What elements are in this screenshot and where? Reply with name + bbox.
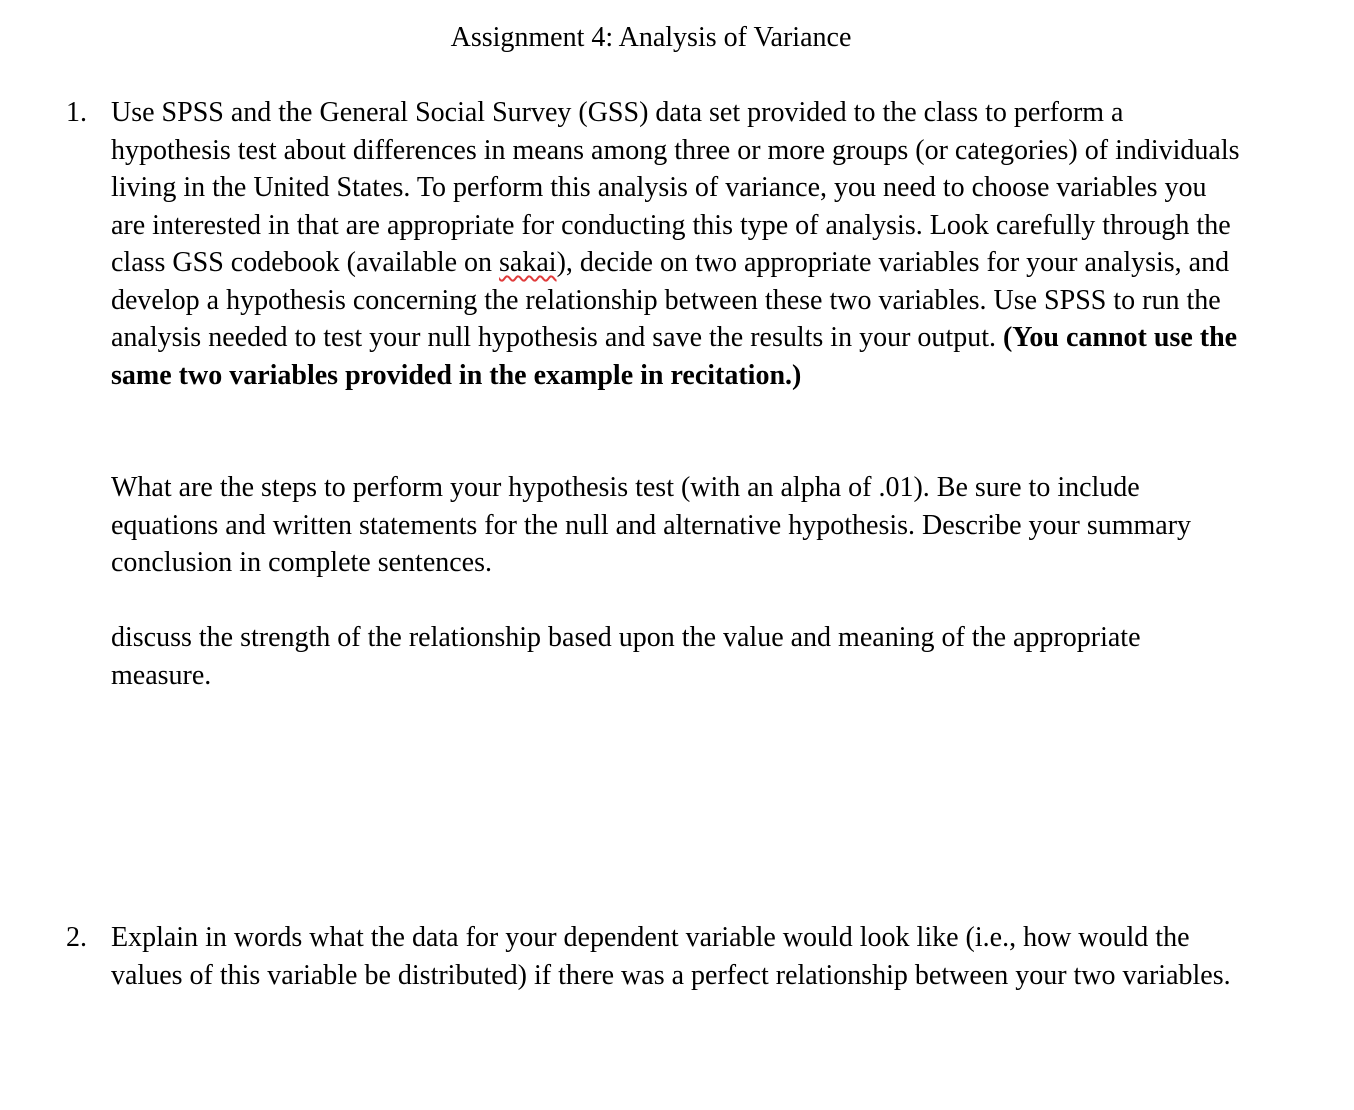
question-1-paragraph-1	[111, 94, 1246, 394]
question-1-text-part-1: Use SPSS and the General Social Survey (GSS) data set provided to the class to perform a hypothesis test about differences in means among three or more groups (or categories) of individuals living in the United States. To perform this analysis of variance, you need to choose variables you are interested in that are appropriate for conducting this type of analysis. Look carefully through the class GSS codebook (available on	[111, 97, 1240, 278]
question-1-text-part-2: ), decide on two appropriate variables for your analysis, and develop a hypothesis concerning the relationship between these two variables. Use SPSS to run the analysis needed to test your null hypothesis and save the results in your output.	[111, 247, 1230, 353]
question-1-number: 1.	[66, 97, 87, 128]
question-2-paragraph	[111, 919, 1246, 994]
document-title: Assignment 4: Analysis of Variance	[450, 22, 852, 53]
question-2-number: 2.	[66, 922, 87, 953]
question-1-paragraph-2	[111, 469, 1246, 582]
misspelled-word[interactable]: sakai	[499, 247, 557, 278]
question-1-steps-text: What are the steps to perform your hypothesis test (with an alpha of .01). Be sure to include equations and written statements for the null and alternative hypothesis. Describe your summary conclusion in complete sentences.	[111, 472, 1192, 578]
question-1-paragraph-3	[111, 619, 1246, 694]
question-2-text: Explain in words what the data for your dependent variable would look like (i.e., how would the values of this variable be distributed) if there was a perfect relationship between your two variables.	[111, 922, 1231, 991]
question-1-strength-text: discuss the strength of the relationship based upon the value and meaning of the appropriate measure.	[111, 622, 1141, 691]
question-1-bold-note: (You cannot use the same two variables provided in the example in recitation.)	[111, 322, 1238, 391]
